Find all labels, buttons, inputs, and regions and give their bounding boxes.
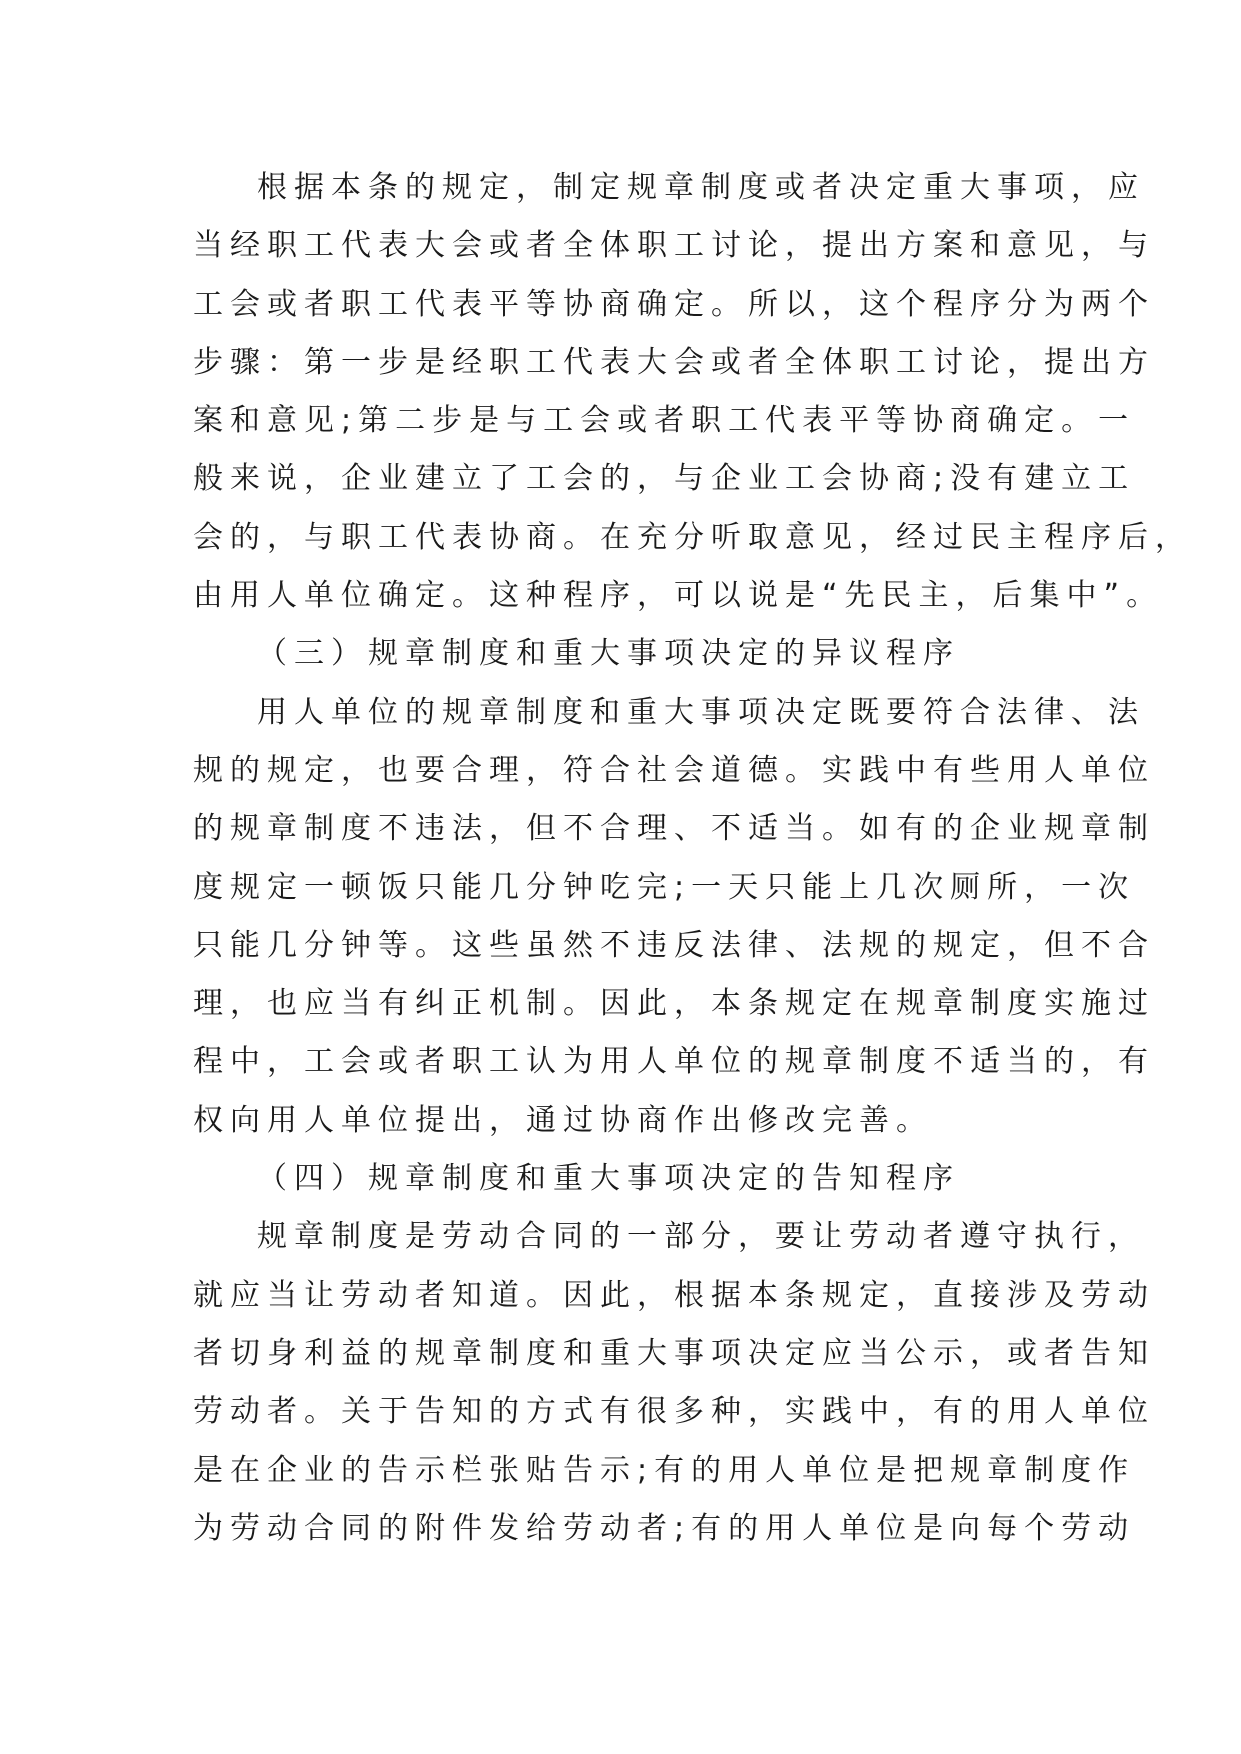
text-line: 案和意见;第二步是与工会或者职工代表平等协商确定。一 [193, 403, 1136, 439]
text-line: 的规章制度不违法，但不合理、不适当。如有的企业规章制 [193, 811, 1155, 847]
text-line: 是在企业的告示栏张贴告示;有的用人单位是把规章制度作 [193, 1452, 1136, 1488]
document-body [193, 159, 1192, 1558]
text-line: 般来说，企业建立了工会的，与企业工会协商;没有建立工 [193, 461, 1136, 497]
text-line: 劳动者。关于告知的方式有很多种，实践中，有的用人单位 [193, 1394, 1155, 1430]
section-heading-4: （四）规章制度和重大事项决定的告知程序 [257, 1161, 960, 1197]
text-line: 步骤：第一步是经职工代表大会或者全体职工讨论，提出方 [193, 344, 1155, 380]
text-line: 用人单位的规章制度和重大事项决定既要符合法律、法 [257, 694, 1145, 730]
text-line: 根据本条的规定，制定规章制度或者决定重大事项，应 [257, 170, 1145, 205]
section-heading-3: （三）规章制度和重大事项决定的异议程序 [257, 636, 960, 672]
text-line: 就应当让劳动者知道。因此，根据本条规定，直接涉及劳动 [193, 1277, 1155, 1313]
text-line: 程中，工会或者职工认为用人单位的规章制度不适当的，有 [193, 1044, 1155, 1080]
text-line: 只能几分钟等。这些虽然不违反法律、法规的规定，但不合 [193, 927, 1155, 963]
text-line: 规的规定，也要合理，符合社会道德。实践中有些用人单位 [193, 752, 1155, 788]
text-line: 规章制度是劳动合同的一部分，要让劳动者遵守执行， [257, 1219, 1145, 1255]
text-line: 当经职工代表大会或者全体职工讨论，提出方案和意见，与 [193, 228, 1155, 264]
text-line: 权向用人单位提出，通过协商作出修改完善。 [193, 1102, 933, 1138]
text-line: 为劳动合同的附件发给劳动者;有的用人单位是向每个劳动 [193, 1510, 1136, 1546]
text-line: 者切身利益的规章制度和重大事项决定应当公示，或者告知 [193, 1335, 1155, 1371]
text-line: 会的，与职工代表协商。在充分听取意见，经过民主程序后， [193, 519, 1192, 555]
text-line: 度规定一顿饭只能几分钟吃完;一天只能上几次厕所，一次 [193, 869, 1136, 905]
text-line: 由用人单位确定。这种程序，可以说是“先民主，后集中”。 [193, 578, 1164, 614]
text-line: 工会或者职工代表平等协商确定。所以，这个程序分为两个 [193, 286, 1155, 322]
text-line: 理，也应当有纠正机制。因此，本条规定在规章制度实施过 [193, 986, 1155, 1022]
